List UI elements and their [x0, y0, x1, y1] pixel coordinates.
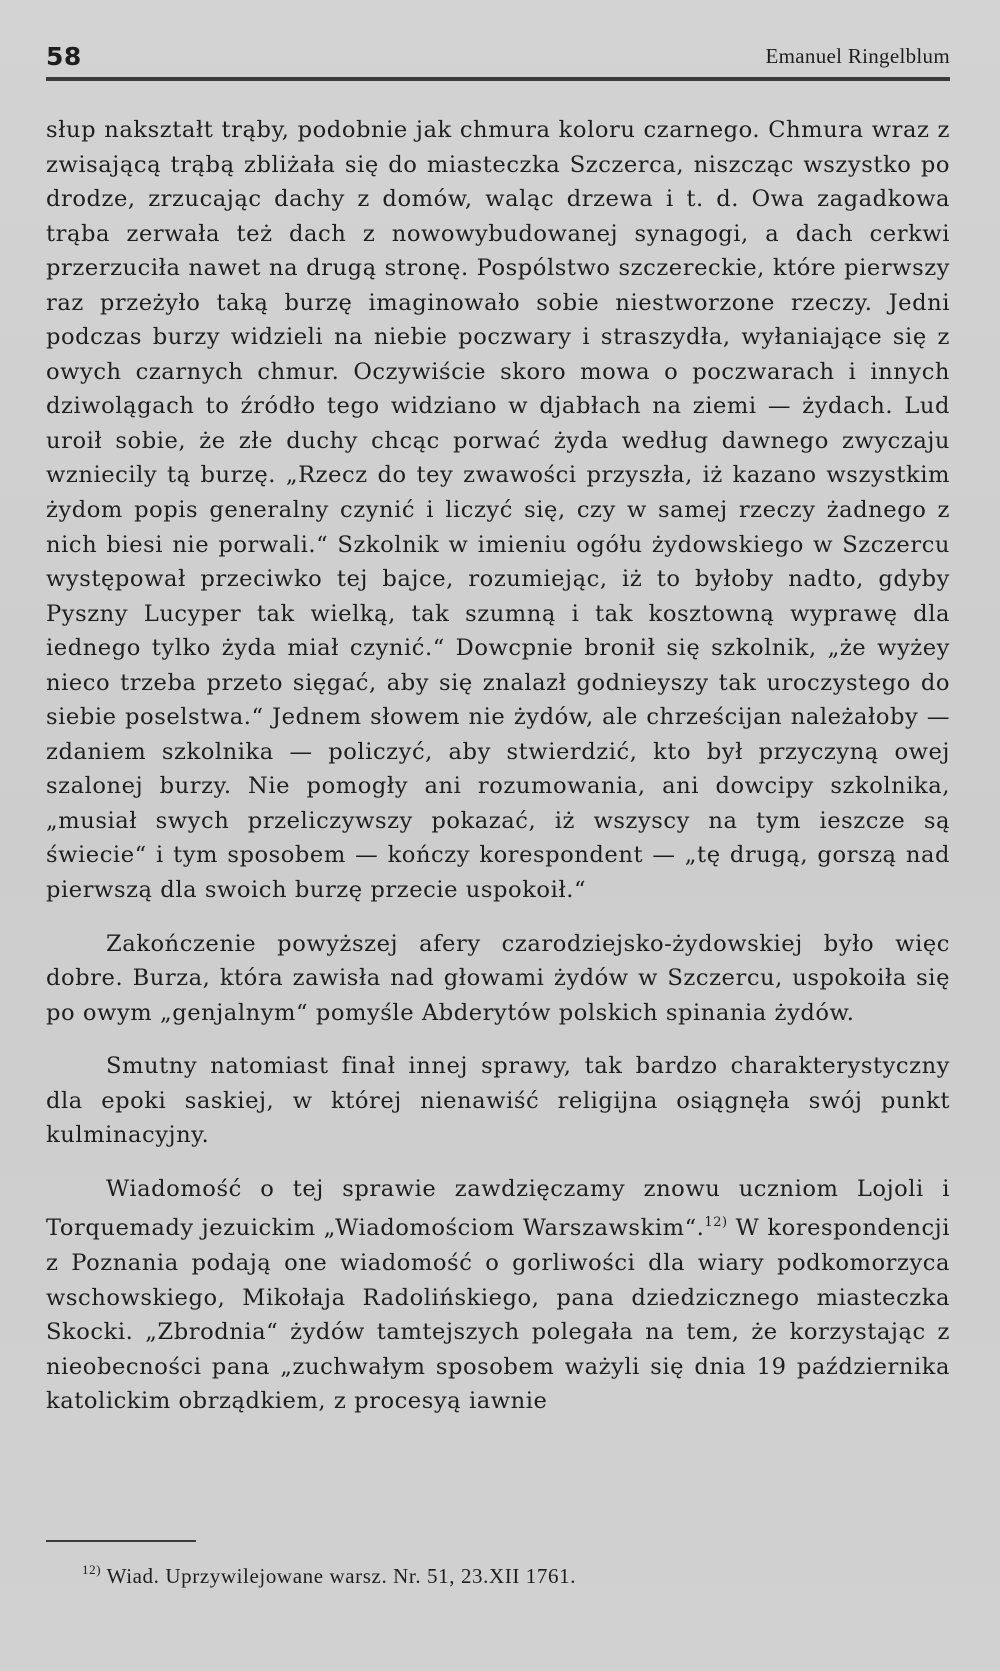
footnote — [82, 1562, 576, 1589]
paragraph — [46, 1172, 950, 1419]
body-text — [46, 113, 950, 1419]
paragraph-continuation: słup nakształt trąby, podobnie jak chmura koloru czarnego. Chmura wraz z zwisającą trąbą zbliżała się do miasteczka Szczerca, niszcząc wszystko po drodze, zrzucając dachy z domów, waląc drzewa i t. d. Owa zagadkowa trąba zerwała też dach z nowowybudowanej synagogi, a dach cerkwi przerzuciła nawet na drugą stronę. Pospólstwo szczereckie, które pierwszy raz przeżyło taką burzę imaginowało sobie niestworzone rzeczy. Jedni podczas burzy widzieli na niebie poczwary i straszydła, wyłaniające się z owych czarnych chmur. Oczywiście skoro mowa o poczwarach i innych dziwolągach to źródło tego widziano w djabłach na ziemi — żydach. Lud uroił sobie, że złe duchy chcąc porwać żyda według dawnego zwyczaju wzniecily tą burzę. „Rzecz do tey zwawości przyszła, iż kazano wszystkim żydom popis generalny czynić i liczyć się, czy w samej rzeczy żadnego z nich biesi nie porwali.“ Szkolnik w imieniu ogółu żydowskiego w Szczercu występował przeciwko tej bajce, rozumiejąc, iż to byłoby nadto, gdyby Pyszny Lucyper tak wielką, tak szumną i tak kosztowną wyprawę dla iednego tylko żyda miał czynić.“ Dowcpnie bronił się szkolnik, „że wyżey nieco trzeba przeto sięgać, aby się znalazł godnieyszy tak uroczystego do siebie poselstwa.“ Jednem słowem nie żydów, ale chrześcijan należałoby — zdaniem szkolnika — policzyć, aby stwierdzić, kto był przyczyną owej szalonej burzy. Nie pomogły ani rozumowania, ani dowcipy szkolnika, „musiał swych przeliczywszy pokazać, iż wszyscy na tym ieszcze są świecie“ i tym sposobem — kończy korespondent — „tę drugą, gorszą nad pierwszą dla swoich burzę przecie uspokoił.“ — [46, 117, 950, 904]
page-number: 58 — [46, 42, 82, 71]
paragraph-text: Wiadomość o tej sprawie zawdzięczamy znowu uczniom Lojoli i Torquemady jezuickim „Wiadomościom Warszawskim“. — [46, 1175, 950, 1242]
header-rule — [46, 77, 950, 81]
page-header — [46, 42, 950, 72]
footnote-reference: 12) — [704, 1215, 728, 1231]
running-head: Emanuel Ringelblum — [765, 44, 950, 68]
paragraph: Zakończenie powyższej afery czarodziejsko-żydowskiej było więc dobre. Burza, która zawisła nad głowami żydów w Szczercu, uspokoiła się po owym „genjalnym“ pomyśle Abderytów polskich spinania żydów. — [46, 930, 950, 1026]
footnote-marker: 12) — [82, 1562, 102, 1577]
paragraph: Smutny natomiast finał innej sprawy, tak bardzo charakterystyczny dla epoki saskiej, w której nienawiść religijna osiągnęła swój punkt kulminacyjny. — [46, 1053, 950, 1149]
footnote-rule — [46, 1540, 196, 1542]
footnote-text: Wiad. Uprzywilejowane warsz. Nr. 51, 23.XII 1761. — [106, 1564, 577, 1588]
paragraph-text: W korespondencji z Poznania podają one wiadomość o gorliwości dla wiary podkomorzyca wschowskiego, Mikołaja Radolińskiego, pana dziedzicznego miasteczka Skocki. „Zbrodnia“ żydów tamtejszych polegała na tem, że korzystając z nieobecności pana „zuchwałym sposobem ważyli się dnia 19 października katolickim obrządkiem, z procesyą iawnie — [46, 1215, 950, 1415]
